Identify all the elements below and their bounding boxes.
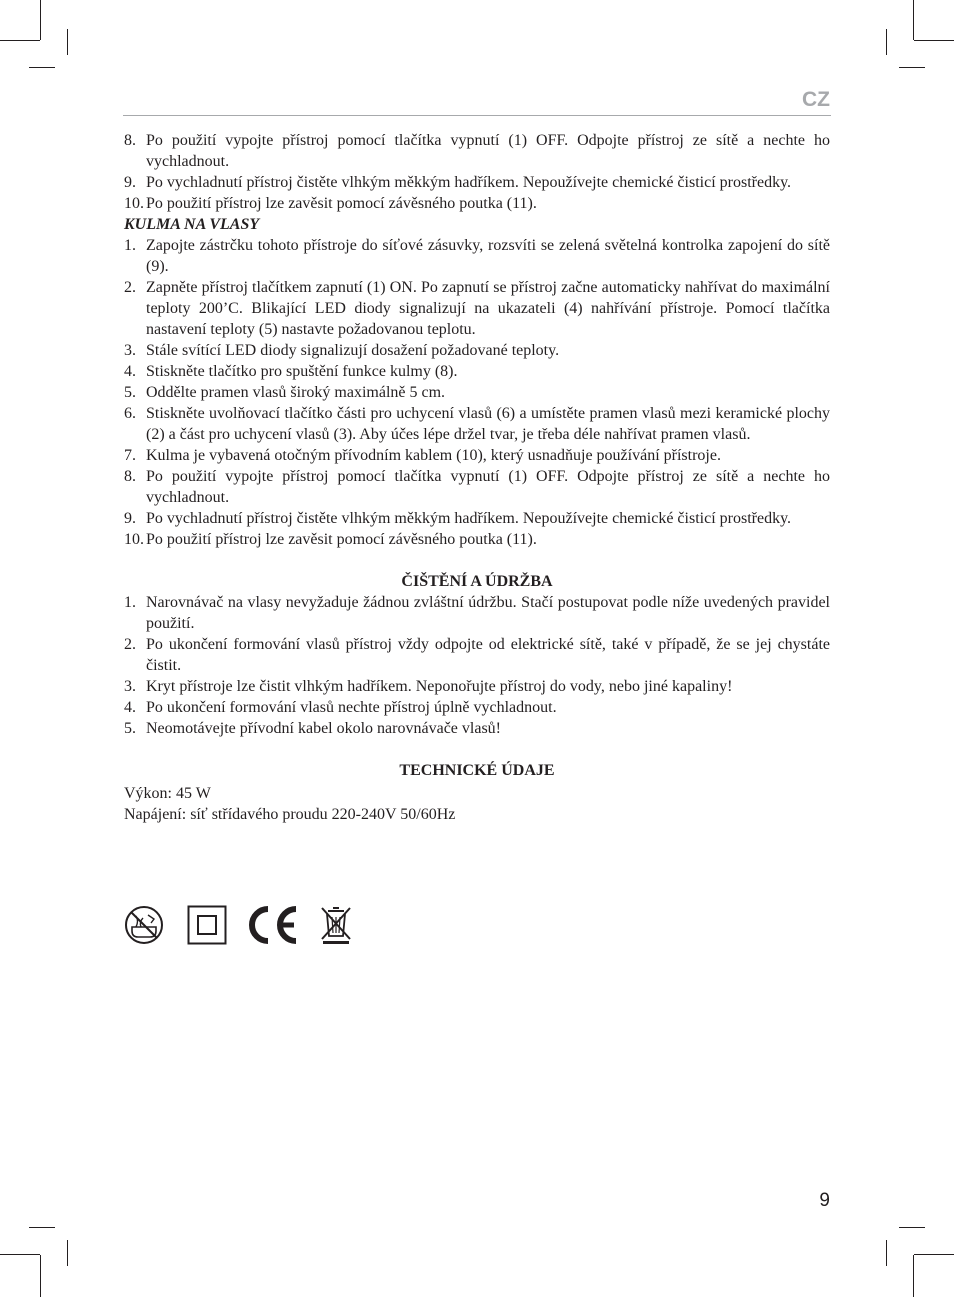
list-item-number: 1. bbox=[124, 594, 136, 611]
list-item bbox=[124, 592, 830, 634]
list-item bbox=[124, 697, 830, 718]
language-code: CZ bbox=[802, 88, 830, 111]
list-item-text: Po ukončení formování vlasů přístroj vždy odpojte od elektrické sítě, také v případě, že se jej chystáte čistit. bbox=[146, 636, 830, 674]
section-title-curling: KULMA NA VLASY bbox=[124, 216, 260, 233]
list-item-number: 8. bbox=[124, 132, 136, 149]
header-rule bbox=[123, 115, 831, 116]
list-item-text: Po ukončení formování vlasů nechte přístroj úplně vychladnout. bbox=[146, 699, 557, 716]
list-item-text: Stiskněte tlačítko pro spuštění funkce kulmy (8). bbox=[146, 363, 458, 380]
list-item-text: Stiskněte uvolňovací tlačítko části pro uchycení vlasů (6) a umístěte pramen vlasů mezi keramické plochy (2) a část pro uchycení vlasů (3). Aby účes lépe držel tvar, je třeba déle nahřívat pramen vlasů. bbox=[146, 405, 830, 443]
section-title-cleaning: ČIŠTĚNÍ A ÚDRŽBA bbox=[401, 573, 553, 590]
page-number: 9 bbox=[819, 1190, 830, 1211]
list-item-number: 5. bbox=[124, 720, 136, 737]
list-item bbox=[124, 361, 830, 382]
list-item-text: Zapojte zástrčku tohoto přístroje do síťové zásuvky, rozsvíti se zelená světelná kontrolka zapojení do sítě (9). bbox=[146, 237, 830, 275]
list-item-number: 9. bbox=[124, 174, 136, 191]
list-item-number: 9. bbox=[124, 510, 136, 527]
list-item bbox=[124, 340, 830, 361]
section-title-technical: TECHNICKÉ ÚDAJE bbox=[399, 762, 555, 779]
list-item bbox=[124, 277, 830, 340]
list-item-number: 2. bbox=[124, 279, 136, 296]
list-item-number: 1. bbox=[124, 237, 136, 254]
page-content bbox=[124, 130, 830, 825]
list-item bbox=[124, 634, 830, 676]
list-item bbox=[124, 508, 830, 529]
list-item-number: 7. bbox=[124, 447, 136, 464]
list-item bbox=[124, 235, 830, 277]
list-item-text: Po použití vypojte přístroj pomocí tlačítka vypnutí (1) OFF. Odpojte přístroj ze sítě a nechte ho vychladnout. bbox=[146, 468, 830, 506]
list-item bbox=[124, 193, 830, 214]
power-spec: Výkon: 45 W bbox=[124, 785, 211, 802]
list-item-text: Po vychladnutí přístroj čistěte vlhkým měkkým hadříkem. Nepoužívejte chemické čisticí prostředky. bbox=[146, 174, 792, 191]
list-item bbox=[124, 130, 830, 172]
list-item-text: Po vychladnutí přístroj čistěte vlhkým měkkým hadříkem. Nepoužívejte chemické čisticí prostředky. bbox=[146, 510, 792, 527]
list-item-text: Narovnávač na vlasy nevyžaduje žádnou zvláštní údržbu. Stačí postupovat podle níže uvedených pravidel použití. bbox=[146, 594, 830, 632]
curling-list bbox=[124, 235, 830, 550]
list-item-number: 4. bbox=[124, 363, 136, 380]
list-item bbox=[124, 718, 830, 739]
list-item-number: 3. bbox=[124, 678, 136, 695]
list-item-number: 8. bbox=[124, 468, 136, 485]
no-bath-icon bbox=[124, 905, 164, 945]
list-item-text: Stále svítící LED diody signalizují dosažení požadované teploty. bbox=[146, 342, 560, 359]
list-item-text: Kulma je vybavená otočným přívodním kablem (10), který usnadňuje používání přístroje. bbox=[146, 447, 721, 464]
list-item bbox=[124, 403, 830, 445]
list-item-text: Neomotávejte přívodní kabel okolo narovnávače vlasů! bbox=[146, 720, 501, 737]
list-item-text: Kryt přístroje lze čistit vlhkým hadříkem. Neponořujte přístroj do vody, nebo jiné kapaliny! bbox=[146, 678, 733, 695]
list-item bbox=[124, 466, 830, 508]
list-item bbox=[124, 382, 830, 403]
cleaning-list bbox=[124, 592, 830, 739]
list-item bbox=[124, 172, 830, 193]
list-item-text: Po použití vypojte přístroj pomocí tlačítka vypnutí (1) OFF. Odpojte přístroj ze sítě a nechte ho vychladnout. bbox=[146, 132, 830, 170]
list-item-text: Po použití přístroj lze zavěsit pomocí závěsného poutka (11). bbox=[146, 531, 537, 548]
weee-bin-icon bbox=[319, 905, 353, 945]
list-item-number: 2. bbox=[124, 636, 136, 653]
ce-mark-icon bbox=[244, 905, 300, 945]
list-item-text: Po použití přístroj lze zavěsit pomocí závěsného poutka (11). bbox=[146, 195, 537, 212]
list-item-number: 10. bbox=[124, 531, 144, 548]
list-item bbox=[124, 529, 830, 550]
list-item-number: 4. bbox=[124, 699, 136, 716]
list-item-number: 5. bbox=[124, 384, 136, 401]
list-item-number: 10. bbox=[124, 195, 144, 212]
double-insulation-icon bbox=[187, 905, 227, 945]
list-item-text: Zapněte přístroj tlačítkem zapnutí (1) ON. Po zapnutí se přístroj začne automaticky nahřívat do maximální teploty 200’C. Blikající LED diody signalizují na ukazateli (4) nahřívání přístroje. Pomocí tlačítka nastavení teploty (5) nastavte požadovanou teplotu. bbox=[146, 279, 830, 338]
list-item-number: 6. bbox=[124, 405, 136, 422]
supply-spec: Napájení: síť střídavého proudu 220-240V 50/60Hz bbox=[124, 806, 456, 823]
list-item bbox=[124, 445, 830, 466]
list-item-text: Oddělte pramen vlasů široký maximálně 5 cm. bbox=[146, 384, 446, 401]
list-item-number: 3. bbox=[124, 342, 136, 359]
list-item bbox=[124, 676, 830, 697]
intro-list bbox=[124, 130, 830, 214]
